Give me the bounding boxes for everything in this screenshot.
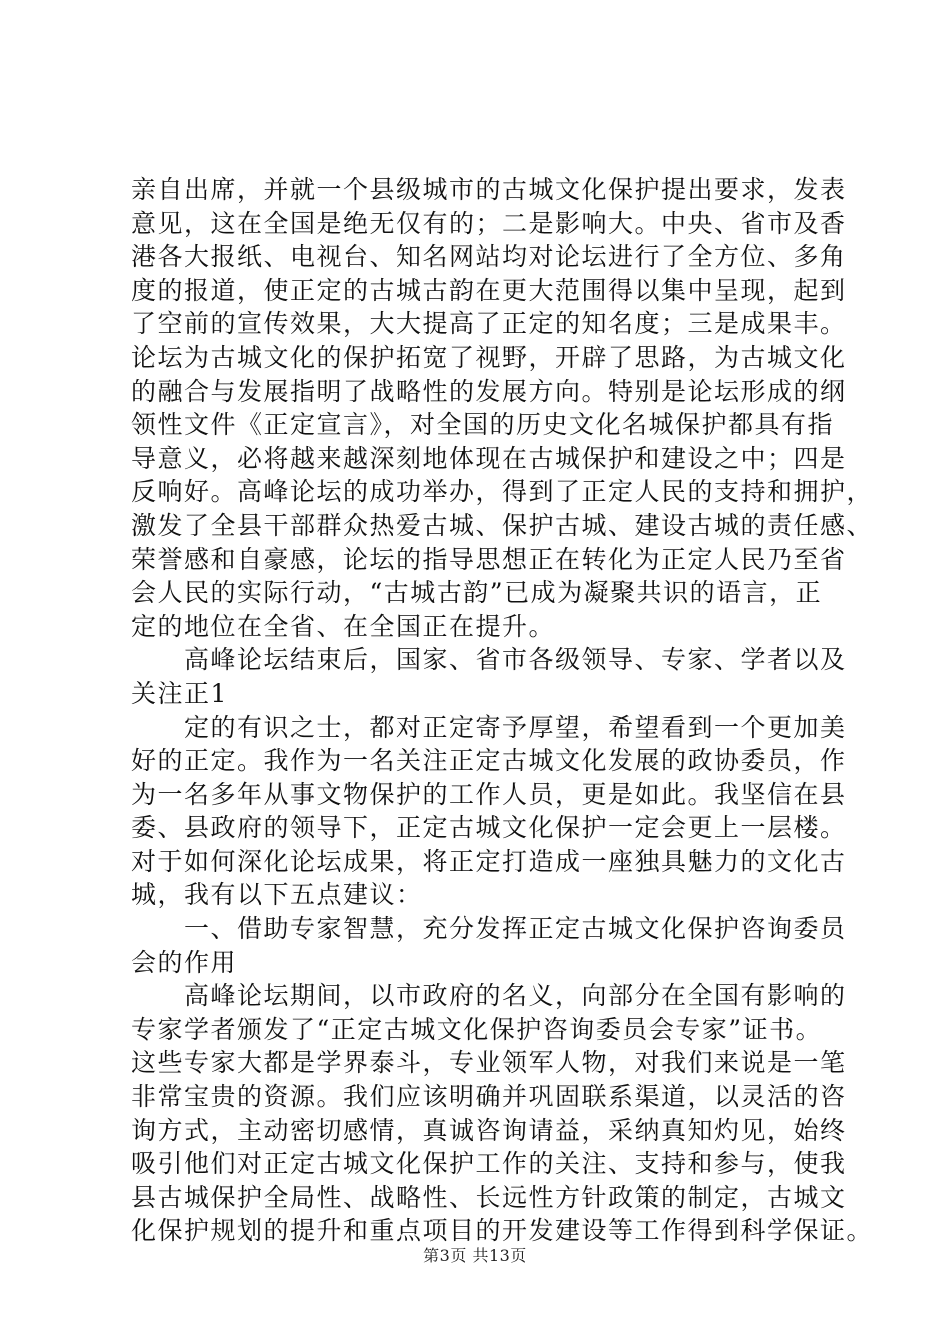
text-line: 一、借助专家智慧，充分发挥正定古城文化保护咨询委员 — [131, 914, 847, 944]
text-line: 领性文件《正定宣言》，对全国的历史文化名城保护都具有指 — [131, 410, 835, 440]
text-line: 定的有识之士，都对正定寄予厚望，希望看到一个更加美 — [131, 712, 847, 742]
text-line: 非常宝贵的资源。我们应该明确并巩固联系渠道，以灵活的咨 — [131, 1082, 847, 1112]
text-line: 度的报道，使正定的古城古韵在更大范围得以集中呈现，起到 — [131, 275, 847, 305]
text-line: 导意义，必将越来越深刻地体现在古城保护和建设之中；四是 — [131, 443, 847, 473]
text-line: 会人民的实际行动，“古城古韵”已成为凝聚共识的语言，正 — [131, 578, 823, 608]
text-line: 了空前的宣传效果，大大提高了正定的知名度；三是成果丰。 — [131, 309, 847, 339]
text-line: 意见，这在全国是绝无仅有的；二是影响大。中央、省市及香 — [131, 208, 847, 238]
text-line: 关注正1 — [131, 678, 228, 708]
text-line: 港各大报纸、电视台、知名网站均对论坛进行了全方位、多角 — [131, 242, 847, 272]
text-line: 高峰论坛结束后，国家、省市各级领导、专家、学者以及 — [131, 645, 847, 675]
text-line: 对于如何深化论坛成果，将正定打造成一座独具魅力的文化古 — [131, 846, 847, 876]
document-body — [131, 173, 874, 1248]
text-line: 询方式，主动密切感情，真诚咨询请益，采纳真知灼见，始终 — [131, 1115, 847, 1145]
text-line: 委、县政府的领导下，正定古城文化保护一定会更上一层楼。 — [131, 813, 847, 843]
text-line: 城，我有以下五点建议： — [131, 880, 423, 910]
text-line: 激发了全县干部群众热爱古城、保护古城、建设古城的责任感、 — [131, 510, 874, 540]
text-line: 亲自出席，并就一个县级城市的古城文化保护提出要求，发表 — [131, 175, 847, 204]
text-line: 会的作用 — [131, 947, 238, 977]
text-line: 反响好。高峰论坛的成功举办，得到了正定人民的支持和拥护， — [131, 477, 874, 507]
text-line: 荣誉感和自豪感，论坛的指导思想正在转化为正定人民乃至省 — [131, 544, 847, 574]
text-line: 这些专家大都是学界泰斗，专业领军人物，对我们来说是一笔 — [131, 1048, 847, 1078]
text-line: 为一名多年从事文物保护的工作人员，更是如此。我坚信在县 — [131, 779, 847, 809]
text-line: 高峰论坛期间，以市政府的名义，向部分在全国有影响的 — [131, 981, 847, 1011]
page-number-footer: 第3页 共13页 — [423, 1246, 527, 1265]
text-line: 的融合与发展指明了战略性的发展方向。特别是论坛形成的纲 — [131, 376, 847, 406]
text-line: 定的地位在全省、在全国正在提升。 — [131, 611, 556, 641]
text-line: 吸引他们对正定古城文化保护工作的关注、支持和参与，使我 — [131, 1149, 847, 1179]
text-line: 好的正定。我作为一名关注正定古城文化发展的政协委员，作 — [131, 746, 847, 776]
text-line: 论坛为古城文化的保护拓宽了视野，开辟了思路，为古城文化 — [131, 342, 847, 372]
text-line: 专家学者颁发了“正定古城文化保护咨询委员会专家”证书。 — [131, 1014, 823, 1044]
text-line: 县古城保护全局性、战略性、长远性方针政策的制定，古城文 — [131, 1182, 847, 1212]
text-line: 化保护规划的提升和重点项目的开发建设等工作得到科学保证。 — [131, 1216, 874, 1246]
